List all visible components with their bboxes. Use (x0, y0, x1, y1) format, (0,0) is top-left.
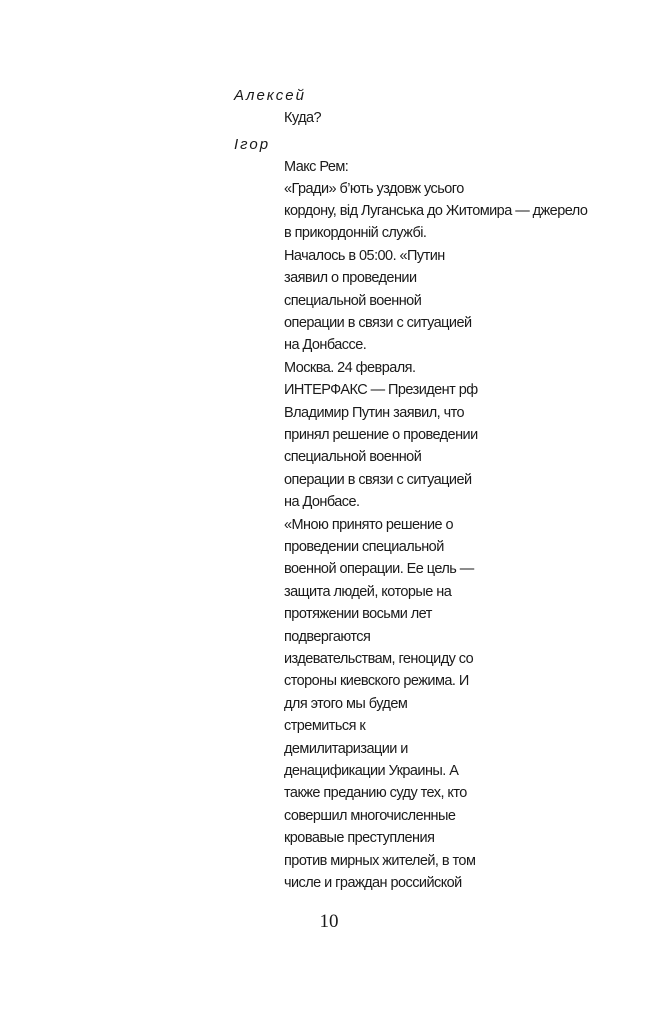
dialogue-line: протяжении восьми лет (284, 606, 432, 622)
dialogue-line: издевательствам, геноциду со (284, 651, 474, 667)
dialogue-line: защита людей, которые на (284, 584, 452, 600)
dialogue-line: принял решение о проведении (284, 427, 478, 443)
dialogue-line: на Донбасе. (284, 494, 360, 510)
dialogue-line: на Донбассе. (284, 337, 367, 353)
dialogue-line: против мирных жителей, в том (284, 853, 476, 869)
dialogue-line: Куда? (284, 110, 322, 126)
dialogue-line: денацификации Украины. А (284, 763, 459, 779)
dialogue-line: проведении специальной (284, 539, 444, 555)
dialogue-line: «Гради» б’ють уздовж усього (284, 181, 464, 197)
dialogue-line: специальной военной (284, 293, 422, 309)
dialogue-line: заявил о проведении (284, 270, 417, 286)
dialogue-line: для этого мы будем (284, 696, 408, 712)
dialogue-line: Макс Рем: (284, 159, 349, 175)
dialogue-line: «Мною принято решение о (284, 517, 454, 533)
dialogue-line: также преданию суду тех, кто (284, 785, 467, 801)
speaker-name: Алексей (234, 87, 306, 104)
dialogue-line: кордону, від Луганська до Житомира — джерело (284, 203, 588, 219)
dialogue-line: Владимир Путин заявил, что (284, 405, 465, 421)
dialogue-line: операции в связи с ситуацией (284, 315, 472, 331)
dialogue-line: числе и граждан российской (284, 875, 462, 891)
dialogue-line: стороны киевского режима. И (284, 673, 469, 689)
dialogue-line: Началось в 05:00. «Путин (284, 248, 445, 264)
page-number: 10 (319, 911, 339, 932)
speaker-name: Ігор (234, 136, 271, 153)
dialogue-line: подвергаются (284, 629, 371, 645)
dialogue-line: демилитаризации и (284, 741, 408, 757)
dialogue-line: совершил многочисленные (284, 808, 456, 824)
dialogue-line: кровавые преступления (284, 830, 435, 846)
dialogue-line: ИНТЕРФАКС — Президент рф (284, 382, 478, 398)
dialogue-line: специальной военной (284, 449, 422, 465)
dialogue-line: военной операции. Ее цель — (284, 561, 474, 577)
dialogue-line: операции в связи с ситуацией (284, 472, 472, 488)
dialogue-line: стремиться к (284, 718, 366, 734)
dialogue-line: в прикордонній службі. (284, 225, 427, 241)
dialogue-line: Москва. 24 февраля. (284, 360, 416, 376)
